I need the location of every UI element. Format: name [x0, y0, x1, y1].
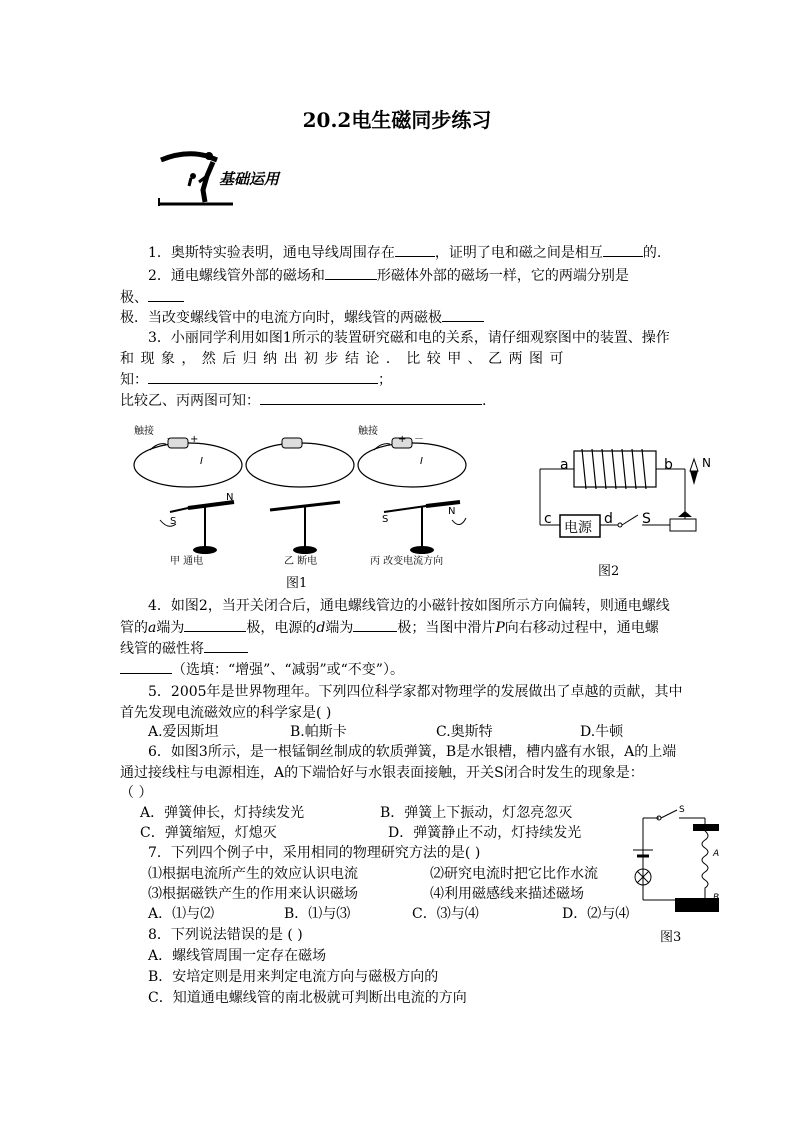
plus-label: +	[398, 434, 407, 445]
terminal-d-label: d	[604, 511, 613, 527]
answer-blank[interactable]	[442, 307, 484, 322]
question-5-option-c[interactable]: C.奥斯特	[436, 724, 493, 740]
question-6-option-d[interactable]: D．弹簧静止不动，灯持续发光	[388, 825, 582, 841]
mercury-trough-label: B	[713, 893, 720, 903]
switch-label: S	[679, 805, 685, 815]
question-7-statement-3: ⑶根据磁铁产生的作用来认识磁场	[148, 886, 358, 902]
figure-1-caption: 图1	[286, 576, 308, 591]
coil-end-b-label: b	[664, 457, 673, 473]
minus-label: －	[166, 434, 176, 445]
power-supply-label: 电源	[564, 520, 592, 536]
figure-3-caption: 图3	[660, 930, 682, 945]
figure-1-panel-b	[246, 438, 354, 554]
question-5-option-a[interactable]: A.爱因斯坦	[148, 724, 219, 740]
question-6-line-1: 6．如图3所示，是一根锰铜丝制成的软质弹簧，B是水银槽，槽内盛有水银，A的上端	[148, 744, 677, 760]
question-5-line-2: 首先发现电流磁效应的科学家是( )	[120, 705, 332, 721]
figure-1-label-b: 乙 断电	[284, 556, 318, 567]
question-7-option-c[interactable]: C．⑶与⑷	[412, 906, 479, 922]
answer-blank[interactable]	[395, 242, 435, 257]
spring-label: A	[713, 849, 720, 859]
figure-2	[530, 445, 720, 545]
question-4-line-1: 4．如图2，当开关闭合后，通电螺线管边的小磁针按如图所示方向偏转，则通电螺线	[148, 598, 670, 614]
question-8-option-b[interactable]: B．安培定则是用来判定电流方向与磁极方向的	[148, 969, 439, 985]
answer-blank[interactable]	[204, 638, 248, 653]
figure-3	[625, 800, 725, 920]
section-label: 基础运用	[219, 170, 280, 188]
touch-label: 触接	[134, 426, 154, 437]
question-5-option-d[interactable]: D.牛顿	[580, 724, 624, 740]
question-3-line-4: 比较乙、丙两图可知： .	[120, 390, 486, 411]
north-label: N	[448, 506, 456, 517]
coil-end-a-label: a	[560, 457, 569, 473]
answer-blank[interactable]	[603, 242, 643, 257]
question-3-line-3: 知： ；	[120, 369, 392, 390]
question-3-line-1: 3．小丽同学利用如图1所示的装置研究磁和电的关系，请仔细观察图中的装置、操作	[148, 330, 670, 346]
question-7-option-b[interactable]: B．⑴与⑶	[284, 906, 351, 922]
current-label: I	[200, 456, 203, 467]
switch-label: S	[642, 511, 651, 527]
question-5-line-1: 5．2005年是世界物理年。下列四位科学家都对物理学的发展做出了卓越的贡献，其中	[148, 684, 683, 700]
question-2-line-2: 极、	[120, 287, 184, 308]
compass-north-label: N	[702, 456, 711, 470]
answer-blank[interactable]	[353, 617, 397, 632]
question-2-line-1: 2．通电螺线管外部的磁场和 形磁体外部的磁场一样，它的两端分别是	[148, 265, 629, 286]
south-label: S	[170, 516, 177, 527]
question-7-stem: 7．下列四个例子中，采用相同的物理研究方法的是( )	[148, 845, 481, 861]
question-3-line-2: 和 现 象 ， 然 后 归 纳 出 初 步 结 论 ． 比 较 甲 、 乙 两 图 可	[120, 351, 564, 367]
question-6-option-c[interactable]: C．弹簧缩短，灯熄灭	[140, 825, 277, 841]
question-7-statement-4: ⑷利用磁感线来描述磁场	[430, 886, 584, 902]
question-6-line-2: 通过接线柱与电源相连，A的下端恰好与水银表面接触，开关S闭合时发生的现象是：	[120, 765, 644, 781]
answer-blank[interactable]	[325, 265, 377, 280]
question-6-option-a[interactable]: A．弹簧伸长，灯持续发光	[140, 805, 305, 821]
north-label: N	[226, 492, 234, 503]
page-title: 20.2电生磁同步练习	[302, 108, 492, 132]
question-5-option-b[interactable]: B.帕斯卡	[290, 724, 347, 740]
current-label: I	[420, 456, 423, 467]
south-label: S	[382, 514, 389, 525]
question-6-line-3: （ ）	[120, 785, 153, 801]
answer-blank[interactable]	[260, 390, 482, 405]
answer-blank[interactable]	[148, 369, 378, 384]
figure-1-label-c: 丙 改变电流方向	[370, 556, 444, 567]
answer-blank[interactable]	[148, 287, 184, 302]
question-7-statement-2: ⑵研究电流时把它比作水流	[430, 866, 598, 882]
question-4-line-3: 线管的磁性将	[120, 638, 248, 659]
question-7-option-a[interactable]: A．⑴与⑵	[148, 906, 215, 922]
touch-label: 触接	[358, 426, 378, 437]
question-8-option-c[interactable]: C．知道通电螺线管的南北极就可判断出电流的方向	[148, 990, 467, 1006]
plus-label: +	[190, 434, 199, 445]
figure-1	[130, 420, 480, 568]
terminal-c-label: c	[544, 511, 552, 527]
question-7-statement-1: ⑴根据电流所产生的效应认识电流	[148, 866, 358, 882]
figure-2-caption: 图2	[598, 564, 620, 579]
question-6-option-b[interactable]: B．弹簧上下振动，灯忽亮忽灭	[380, 805, 573, 821]
question-4-line-2: 管的a端为 极，电源的d端为 极；当图中滑片P向右移动过程中，通电螺	[120, 617, 659, 638]
question-8-option-a[interactable]: A．螺线管周围一定存在磁场	[148, 948, 327, 964]
answer-blank[interactable]	[120, 659, 172, 674]
minus-label: －	[414, 434, 424, 445]
question-2-line-3: 极．当改变螺线管中的电流方向时，螺线管的两磁极	[120, 307, 484, 328]
answer-blank[interactable]	[184, 617, 246, 632]
question-1: 1．奥斯特实验表明，通电导线周围存在 ，证明了电和磁之间是相互 的.	[148, 242, 661, 263]
figure-1-panel-c	[358, 438, 466, 554]
section-header	[155, 146, 280, 208]
question-8-stem: 8．下列说法错误的是 ( )	[148, 927, 303, 943]
figure-1-label-a: 甲 通电	[170, 556, 204, 567]
question-7-option-d[interactable]: D．⑵与⑷	[562, 906, 630, 922]
question-4-line-4: （选填：“增强”、“减弱”或“不变”）。	[120, 659, 404, 680]
